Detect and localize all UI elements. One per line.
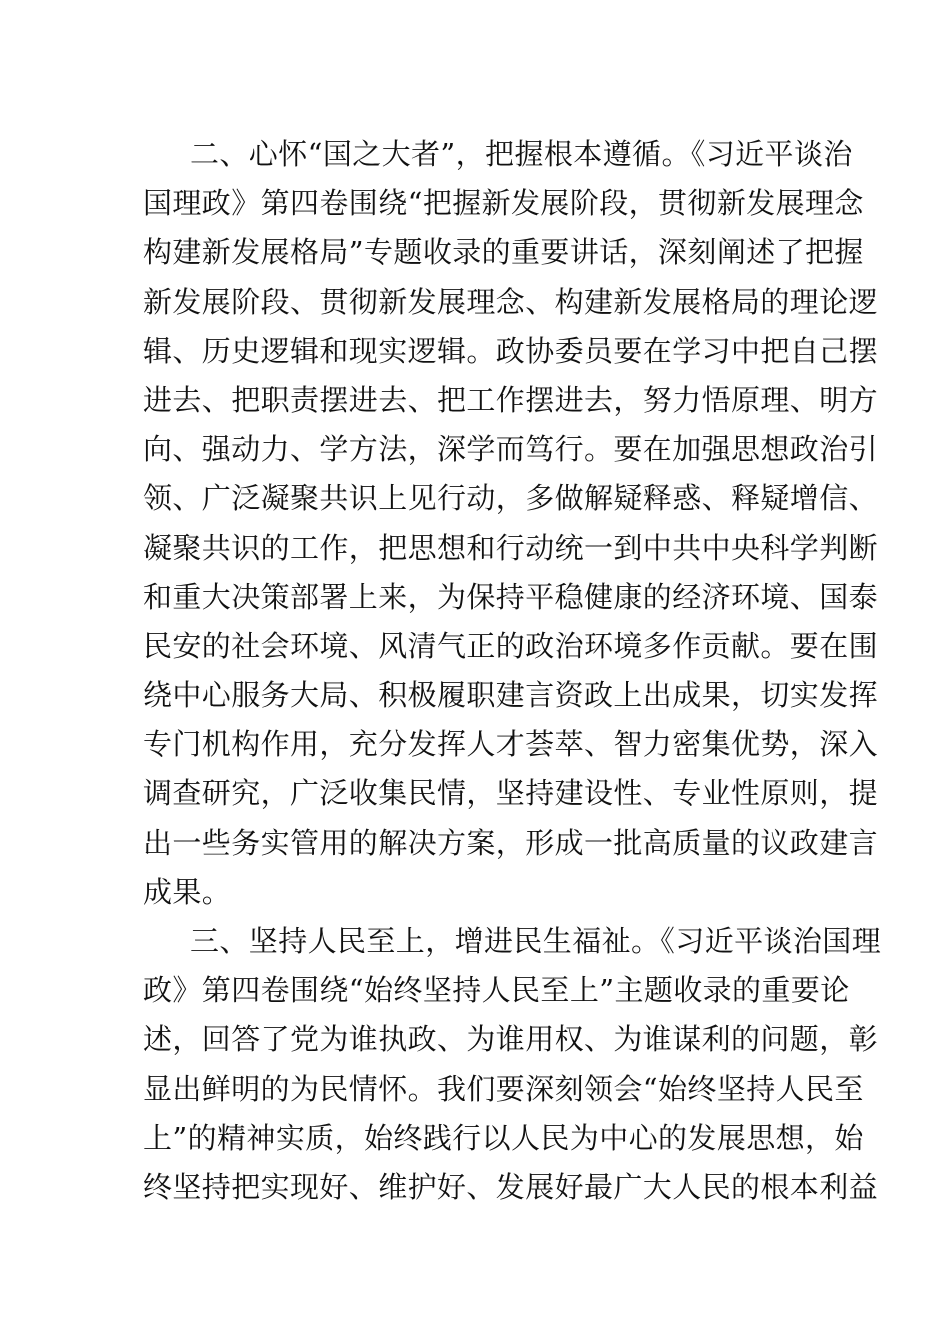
paragraph-3-line-2: 政》第四卷围绕“始终坚持人民至上”主题收录的重要论 [143, 973, 850, 1008]
paragraph-2-line-3: 构建新发展格局”专题收录的重要讲话，深刻阐述了把握 [143, 235, 864, 270]
paragraph-2-line-7: 向、强动力、学方法，深学而笃行。要在加强思想政治引 [143, 432, 879, 467]
paragraph-2-line-11: 民安的社会环境、风清气正的政治环境多作贡献。要在围 [143, 628, 879, 663]
paragraph-3-line-6: 终坚持把实现好、维护好、发展好最广大人民的根本利益 [143, 1169, 879, 1204]
paragraph-2-line-13: 专门机构作用，充分发挥人才荟萃、智力密集优势，深入 [143, 727, 879, 762]
paragraph-2-line-4: 新发展阶段、贯彻新发展理念、构建新发展格局的理论逻 [143, 284, 879, 319]
paragraph-3-line-4: 显出鲜明的为民情怀。我们要深刻领会“始终坚持人民至 [143, 1071, 864, 1106]
paragraph-2-line-8: 领、广泛凝聚共识上见行动，多做解疑释惑、释疑增信、 [143, 481, 879, 516]
paragraph-2-line-12: 绕中心服务大局、积极履职建言资政上出成果，切实发挥 [143, 678, 879, 713]
body-text [143, 130, 882, 1212]
paragraph-2-line-1: 二、心怀“国之大者”，把握根本遵循。《习近平谈治 [190, 137, 853, 171]
paragraph-3-line-1: 三、坚持人民至上，增进民生福祉。《习近平谈治国理 [190, 924, 882, 958]
paragraph-2-line-9: 凝聚共识的工作，把思想和行动统一到中共中央科学判断 [143, 530, 879, 565]
paragraph-2-line-5: 辑、历史逻辑和现实逻辑。政协委员要在学习中把自己摆 [143, 333, 879, 368]
paragraph-2-line-14: 调查研究，广泛收集民情，坚持建设性、专业性原则，提 [143, 776, 879, 811]
paragraph-2-line-16: 成果。 [143, 874, 232, 909]
paragraph-2-line-15: 出一些务实管用的解决方案，形成一批高质量的议政建言 [143, 825, 879, 860]
paragraph-2-line-6: 进去、把职责摆进去、把工作摆进去，努力悟原理、明方 [143, 382, 879, 417]
paragraph-3-line-5: 上”的精神实质，始终践行以人民为中心的发展思想，始 [143, 1120, 864, 1155]
paragraph-2-line-2: 国理政》第四卷围绕“把握新发展阶段，贯彻新发展理念 [143, 186, 864, 221]
paragraph-2-line-10: 和重大决策部署上来，为保持平稳健康的经济环境、国泰 [143, 579, 879, 614]
paragraph-3-line-3: 述，回答了党为谁执政、为谁用权、为谁谋利的问题，彰 [143, 1022, 879, 1057]
